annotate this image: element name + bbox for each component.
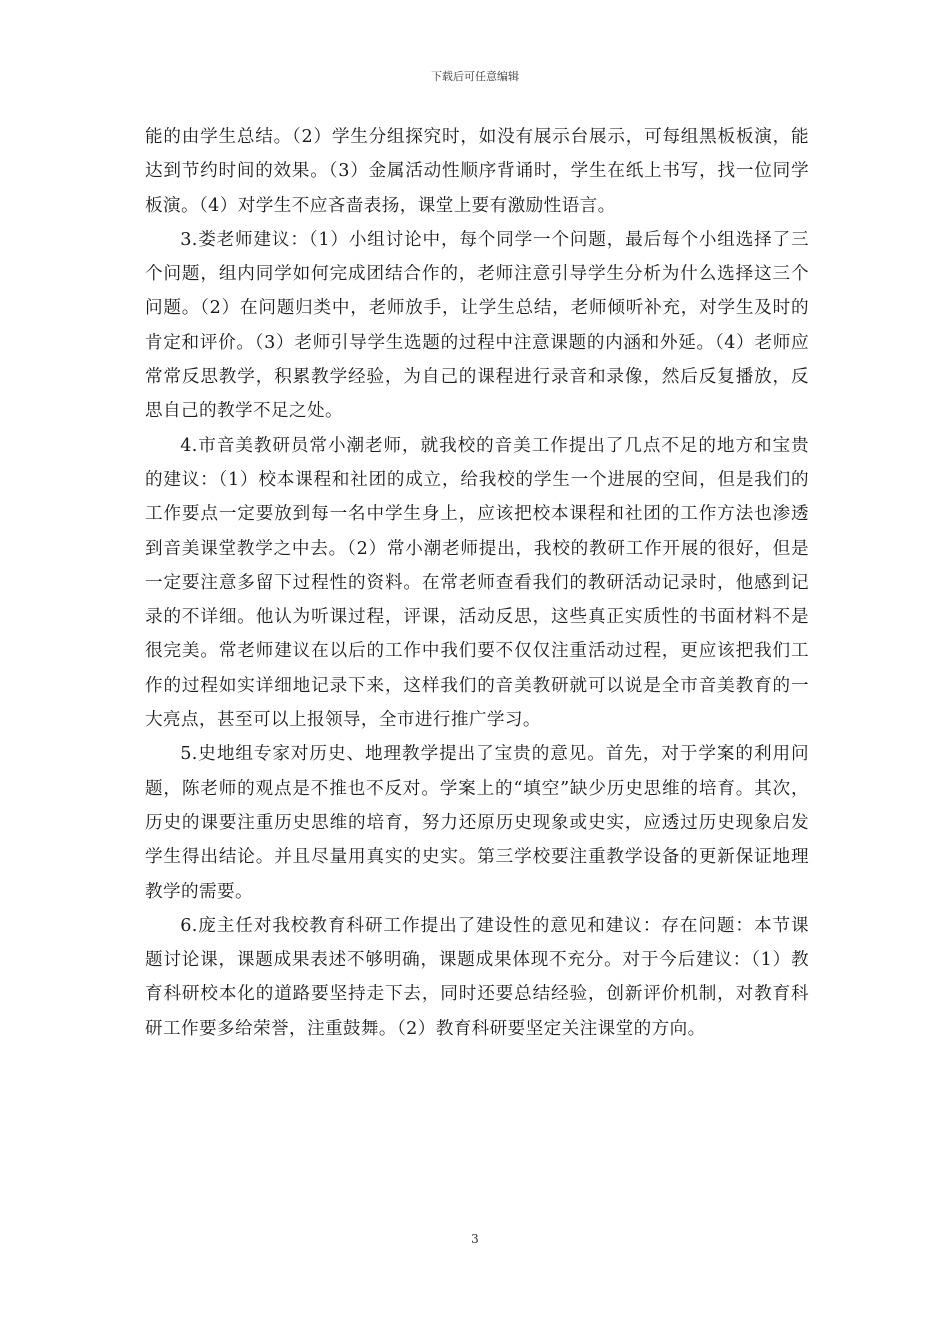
page-header: 下载后可任意编辑 bbox=[431, 70, 519, 83]
page-number: 3 bbox=[471, 1232, 479, 1246]
paragraph-continuation: 能的由学生总结。（2）学生分组探究时，如没有展示台展示，可每组黑板板演，能达到节约时间的效果。（3）金属活动性顺序背诵时，学生在纸上书写，找一位同学板演。（4）对学生不应吝啬表扬，课堂上要有激励性语言。 bbox=[145, 127, 809, 216]
paragraph-history-geography-suggestions: 5.史地组专家对历史、地理教学提出了宝贵的意见。首先，对于学案的利用问题，陈老师的观点是不推也不反对。学案上的“填空”缺少历史思维的培育。其次，历史的课要注重历史思维的培育，努力还原历史现象或史实，应透过历史现象启发学生得出结论。并且尽量用真实的史实。第三学校要注重教学设备的更新保证地理教学的需要。 bbox=[145, 744, 809, 902]
paragraph-lou-suggestions: 3.娄老师建议：（1）小组讨论中，每个同学一个问题，最后每个小组选择了三个问题，组内同学如何完成团结合作的，老师注意引导学生分析为什么选择这三个问题。（2）在问题归类中，老师放手，让学生总结，老师倾听补充，对学生及时的肯定和评价。（3）老师引导学生选题的过程中注意课题的内涵和外延。（4）老师应常常反思教学，积累教学经验，为自己的课程进行录音和录像，然后反复播放，反思自己的教学不足之处。 bbox=[145, 229, 809, 422]
paragraph-music-art-suggestions: 4.市音美教研员常小潮老师，就我校的音美工作提出了几点不足的地方和宝贵的建议：（1）校本课程和社团的成立，给我校的学生一个进展的空间，但是我们的工作要点一定要放到每一名中学生身上，应该把校本课程和社团的工作方法也渗透到音美课堂教学之中去。（2）常小潮老师提出，我校的教研工作开展的很好，但是一定要注意多留下过程性的资料。在常老师查看我们的教研活动记录时，他感到记录的不详细。他认为听课过程，评课，活动反思，这些真正实质性的书面材料不是很完美。常老师建议在以后的工作中我们要不仅仅注重活动过程，更应该把我们工作的过程如实详细地记录下来，这样我们的音美教研就可以说是全市音美教育的一大亮点，甚至可以上报领导，全市进行推广学习。 bbox=[145, 435, 809, 731]
paragraph-research-suggestions: 6.庞主任对我校教育科研工作提出了建设性的意见和建议：存在问题：本节课题讨论课，课题成果表述不够明确，课题成果体现不充分。对于今后建议：（1）教育科研校本化的道路要坚持走下去，同时还要总结经验，创新评价机制，对教育科研工作要多给荣誉，注重鼓舞。（2）教育科研要坚定关注课堂的方向。 bbox=[145, 915, 809, 1039]
document-body bbox=[145, 120, 809, 1046]
